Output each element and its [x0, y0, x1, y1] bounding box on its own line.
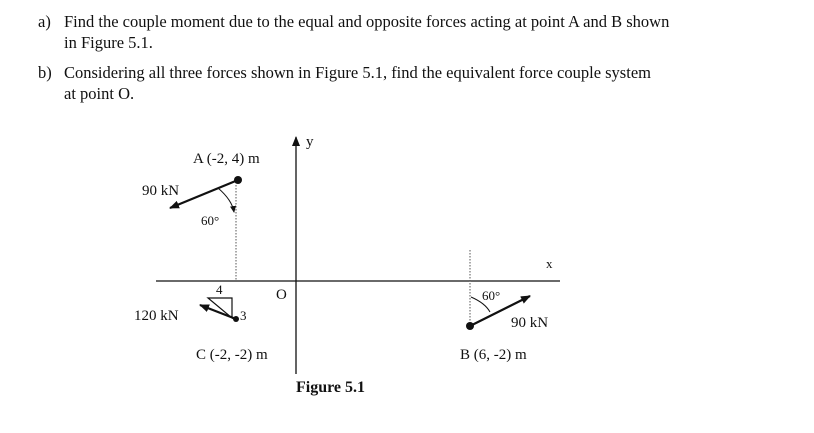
x-axis-label: x: [546, 256, 553, 271]
question-a-tag: a): [38, 12, 51, 31]
question-b-tag: b): [38, 63, 52, 82]
slope-horizontal-label: 4: [216, 282, 223, 297]
question-b-line2: at point O.: [64, 84, 135, 103]
point-a-label: A (-2, 4) m: [193, 151, 260, 167]
point-c-label: C (-2, -2) m: [196, 347, 268, 363]
figure-caption: Figure 5.1: [296, 379, 366, 396]
question-a-line2: in Figure 5.1.: [64, 33, 153, 52]
angle-a-arc: [218, 188, 234, 212]
question-b-line1: Considering all three forces shown in Figure 5.1, find the equivalent force couple system: [64, 63, 651, 82]
y-axis-label: y: [306, 134, 314, 150]
force-a-arrow: [170, 180, 238, 208]
slope-vertical-label: 3: [240, 308, 247, 323]
point-b-dot: [466, 322, 474, 330]
point-a-dot: [234, 176, 242, 184]
question-a-line1: Find the couple moment due to the equal and opposite forces acting at point A and B shown: [64, 12, 670, 31]
angle-a-label: 60°: [201, 213, 220, 228]
origin-label: O: [276, 287, 287, 303]
point-c-dot: [233, 316, 239, 322]
force-b-label: 90 kN: [511, 315, 549, 331]
slope-triangle: [208, 298, 232, 318]
point-b-label: B (6, -2) m: [460, 347, 527, 363]
force-a-label: 90 kN: [142, 183, 180, 199]
force-c-label: 120 kN: [134, 308, 179, 324]
angle-b-label: 60°: [482, 288, 501, 303]
